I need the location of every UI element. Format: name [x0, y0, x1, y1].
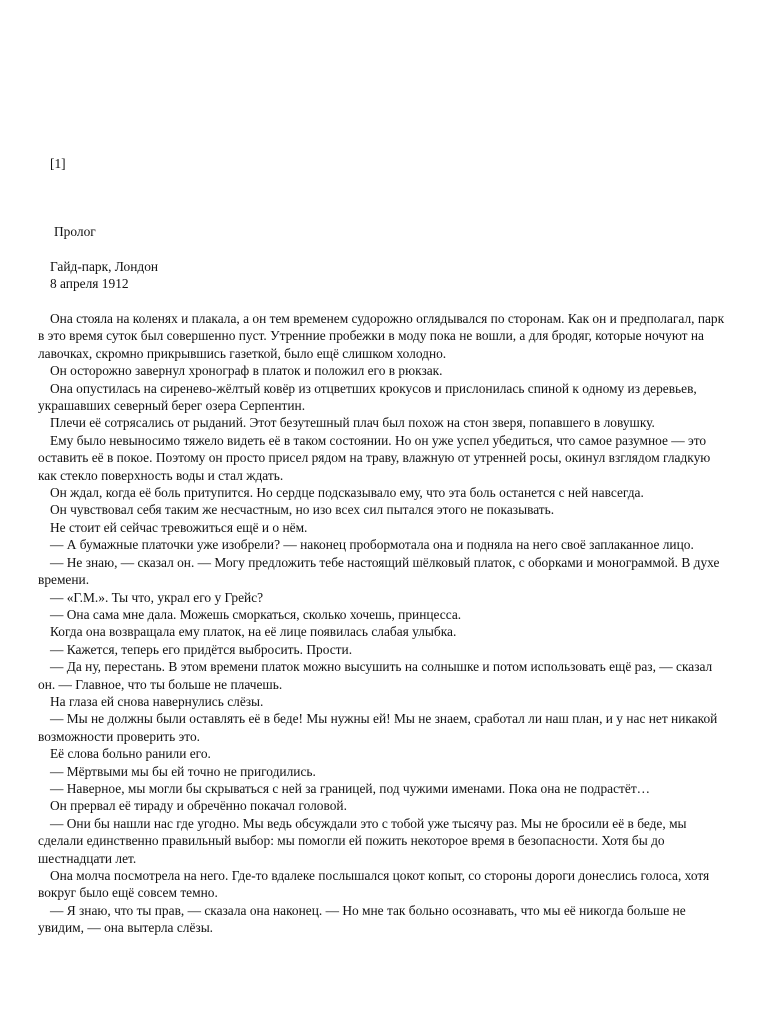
- paragraph: Она опустилась на сиренево-жёлтый ковёр из отцветших крокусов и прислонилась спиной к одному из деревьев, украшавших северный берег озера Серпентин.: [38, 380, 697, 414]
- paragraph: — А бумажные платочки уже изобрели? — наконец пробормотала она и подняла на него своё заплаканное лицо.: [50, 537, 694, 553]
- paragraph: — Да ну, перестань. В этом времени платок можно высушить на солнышке и потом использовать ещё раз, — сказал он. — Главное, что ты больше не плачешь.: [38, 659, 713, 692]
- paragraph: Не стоит ей сейчас тревожиться ещё и о нём.: [50, 519, 308, 535]
- paragraph: — Кажется, теперь его придётся выбросить. Прости.: [50, 641, 353, 657]
- paragraph: — Она сама мне дала. Можешь сморкаться, сколько хочешь, принцесса.: [50, 606, 462, 622]
- body-text: [38, 310, 730, 937]
- place-location: Гайд-парк, Лондон: [50, 259, 159, 274]
- place-date: 8 апреля 1912: [50, 276, 129, 292]
- paragraph: Ему было невыносимо тяжело видеть её в таком состоянии. Но он уже успел убедиться, что самое разумное — это оставить её в покое. Поэтому он просто присел рядом на траву, влажную от утренней росы, окинул взглядом гладкую как стекло поверхность воды и стал ждать.: [38, 432, 711, 483]
- paragraph: Плечи её сотрясались от рыданий. Этот безутешный плач был похож на стон зверя, попавшего в ловушку.: [50, 415, 655, 431]
- paragraph: Когда она возвращала ему платок, на её лице появилась слабая улыбка.: [50, 624, 457, 640]
- paragraph: Он ждал, когда её боль притупится. Но сердце подсказывало ему, что эта боль останется с ней навсегда.: [50, 485, 644, 501]
- paragraph: Он прервал её тираду и обречённо покачал головой.: [50, 798, 347, 814]
- paragraph: — Мёртвыми мы бы ей точно не пригодились.: [50, 763, 316, 779]
- paragraph: — «Г.М.». Ты что, украл его у Грейс?: [50, 589, 264, 605]
- place-and-date: [50, 258, 158, 293]
- footnote-reference[interactable]: [1]: [50, 156, 66, 171]
- paragraph: Её слова больно ранили его.: [50, 746, 211, 762]
- paragraph: — Я знаю, что ты прав, — сказала она наконец. — Но мне так больно осознавать, что мы её никогда больше не увидим, — она вытерла слёзы.: [38, 902, 686, 936]
- chapter-title: Пролог: [54, 224, 96, 239]
- paragraph: — Наверное, мы могли бы скрываться с ней за границей, под чужими именами. Пока она не подрастёт…: [50, 780, 651, 796]
- paragraph: На глаза ей снова навернулись слёзы.: [50, 693, 264, 709]
- paragraph: Он осторожно завернул хронограф в платок и положил его в рюкзак.: [50, 363, 443, 379]
- paragraph: — Не знаю, — сказал он. — Могу предложить тебе настоящий шёлковый платок, с оборками и монограммой. В духе времени.: [38, 554, 720, 588]
- paragraph: Она молча посмотрела на него. Где-то вдалеке послышался цокот копыт, со стороны дороги донеслись голоса, хотя вокруг было ещё совсем темно.: [38, 868, 710, 901]
- paragraph: Он чувствовал себя таким же несчастным, но изо всех сил пытался этого не показывать.: [50, 502, 555, 518]
- paragraph: — Они бы нашли нас где угодно. Мы ведь обсуждали это с тобой уже тысячу раз. Мы не бросили её в беде, мы сделали единственно правильный выбор: мы помогли ей пожить некоторое время в безопасности. Хотя бы до шестнадцати лет.: [38, 815, 687, 866]
- paragraph: — Мы не должны были оставлять её в беде! Мы нужны ей! Мы не знаем, сработал ли наш план, и у нас нет никакой возможности проверить это.: [38, 711, 718, 744]
- paragraph: Она стояла на коленях и плакала, а он тем временем судорожно оглядывался по сторонам. Как он и предполагал, парк в это время суток был совершенно пуст. Утренние пробежки в моду пока не вошли, а для бродяг, которые ночуют на лавочках, скромно прикрывшись газеткой, было ещё слишком холодно.: [38, 311, 725, 361]
